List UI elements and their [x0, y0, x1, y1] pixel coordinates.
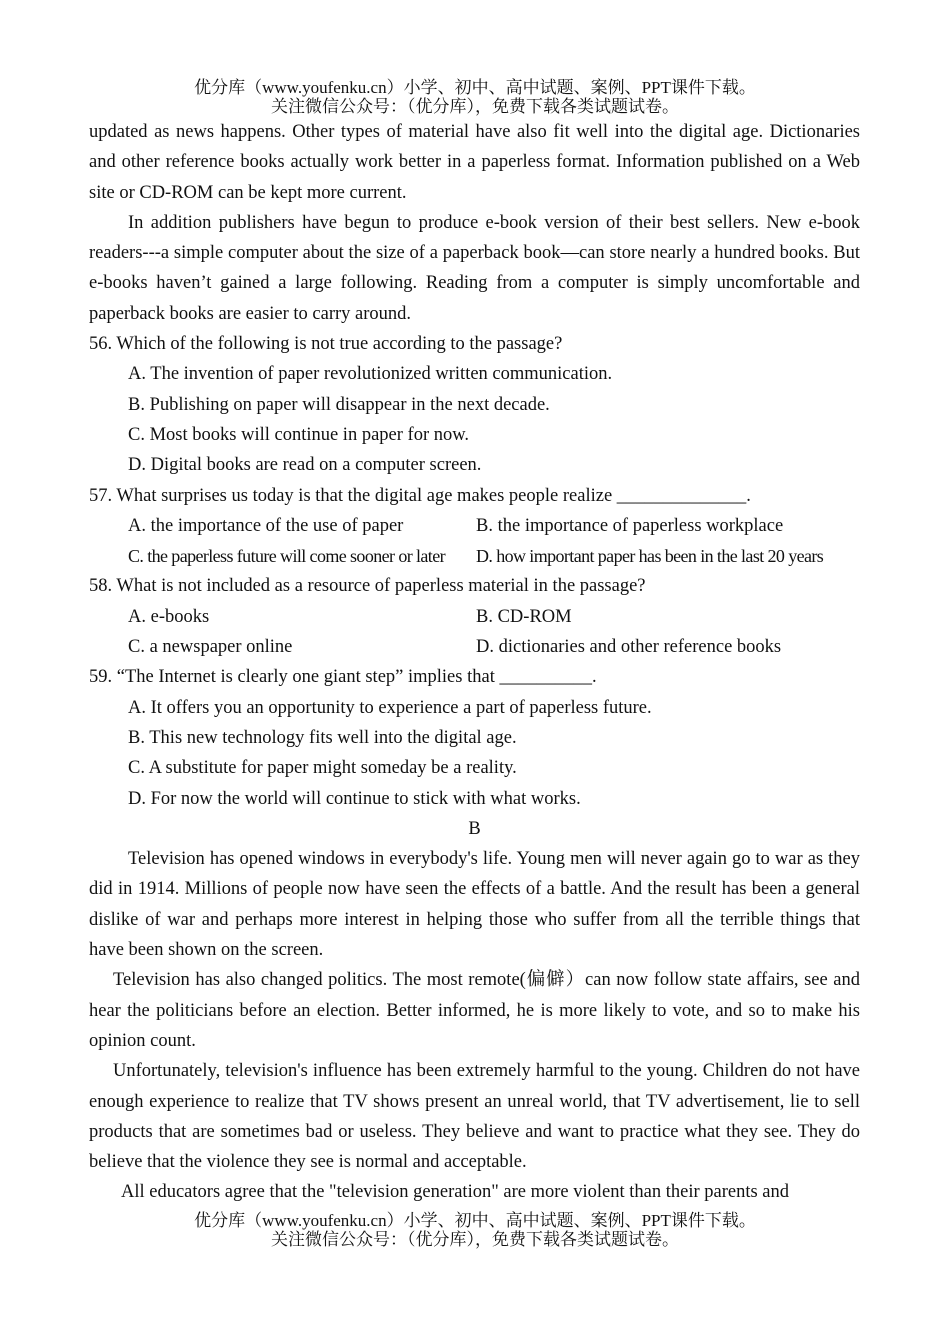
- footer-line-2: 关注微信公众号：（优分库），免费下载各类试题试卷。: [271, 1230, 679, 1249]
- option-d: D. how important paper has been in the last 20 years: [476, 546, 824, 567]
- passage-b-paragraph-3: Unfortunately, television's influence has been extremely harmful to the young. Children do not have enough experience to realize that TV shows present an unreal world, that TV advertisement, lie to sell products that are sometimes bad or useless. They believe and want to practice what they see. They do believe that the violence they see is normal and acceptable.: [89, 1061, 860, 1173]
- question-59: [89, 662, 860, 813]
- option-a: A. e-books: [128, 606, 210, 627]
- option-row: [128, 511, 860, 541]
- question-58: [89, 571, 860, 662]
- option-a: A. The invention of paper revolutionized written communication.: [128, 364, 613, 385]
- option-row: [128, 632, 860, 662]
- passage-b-paragraph-1: Television has opened windows in everybody's life. Young men will never again go to war as they did in 1914. Millions of people now have seen the effects of a battle. And the result has been a general dislike of war and perhaps more interest in helping those who suffer from all the terrible things that have been shown on the screen.: [89, 849, 860, 961]
- passage-a-paragraph-2: In addition publishers have begun to produce e-book version of their best sellers. New e-book readers---a simple computer about the size of a paperback book—can store nearly a hundred books. But e-books haven’t gained a large following. Reading from a computer is simply uncomfortable and paperback books are easier to carry around.: [89, 212, 860, 324]
- option-d: D. For now the world will continue to stick with what works.: [128, 788, 581, 809]
- header-line-1: 优分库（www.youfenku.cn）小学、初中、高中试题、案例、PPT课件下载。: [194, 78, 756, 97]
- option-b: B. This new technology fits well into the digital age.: [128, 727, 517, 748]
- header-banner: [0, 78, 950, 116]
- question-stem: 59. “The Internet is clearly one giant step” implies that __________.: [89, 667, 597, 688]
- header-line-2: 关注微信公众号：（优分库），免费下载各类试题试卷。: [271, 97, 679, 116]
- option-c: C. a newspaper online: [128, 637, 293, 658]
- question-stem: 56. Which of the following is not true according to the passage?: [89, 334, 563, 355]
- option-c: C. A substitute for paper might someday be a reality.: [128, 758, 517, 779]
- passage-b-paragraph-4: All educators agree that the "television generation" are more violent than their parents and: [121, 1182, 790, 1203]
- option-c: C. the paperless future will come sooner or later: [128, 546, 445, 567]
- option-row: [128, 602, 860, 632]
- option-d: D. Digital books are read on a computer screen.: [128, 455, 482, 476]
- question-stem: 57. What surprises us today is that the digital age makes people realize ______________.: [89, 485, 751, 506]
- section-b-label: B: [468, 818, 481, 839]
- option-d: D. dictionaries and other reference books: [476, 637, 782, 658]
- option-b: B. the importance of paperless workplace: [476, 515, 784, 536]
- option-a: A. It offers you an opportunity to experience a part of paperless future.: [128, 697, 652, 718]
- question-stem: 58. What is not included as a resource of paperless material in the passage?: [89, 576, 646, 597]
- option-b: B. CD-ROM: [476, 606, 572, 627]
- question-56: [89, 329, 860, 480]
- passage-b-paragraph-2: Television has also changed politics. The most remote(偏僻）can now follow state affairs, see and hear the politicians before an election. Better informed, he is more likely to vote, and so to make his opinion count.: [89, 970, 860, 1051]
- passage-a-paragraph-1: updated as news happens. Other types of material have also fit well into the digital age. Dictionaries and other reference books actually work better in a paperless format. Information published on a Web site or CD-ROM can be kept more current.: [89, 122, 860, 203]
- option-b: B. Publishing on paper will disappear in the next decade.: [128, 394, 550, 415]
- option-row: [128, 541, 860, 571]
- option-c: C. Most books will continue in paper for now.: [128, 424, 470, 445]
- option-a: A. the importance of the use of paper: [128, 515, 404, 536]
- question-57: [89, 481, 860, 572]
- footer-line-1: 优分库（www.youfenku.cn）小学、初中、高中试题、案例、PPT课件下载。: [194, 1211, 756, 1230]
- main-content: [89, 117, 860, 1208]
- footer-banner: [0, 1211, 950, 1249]
